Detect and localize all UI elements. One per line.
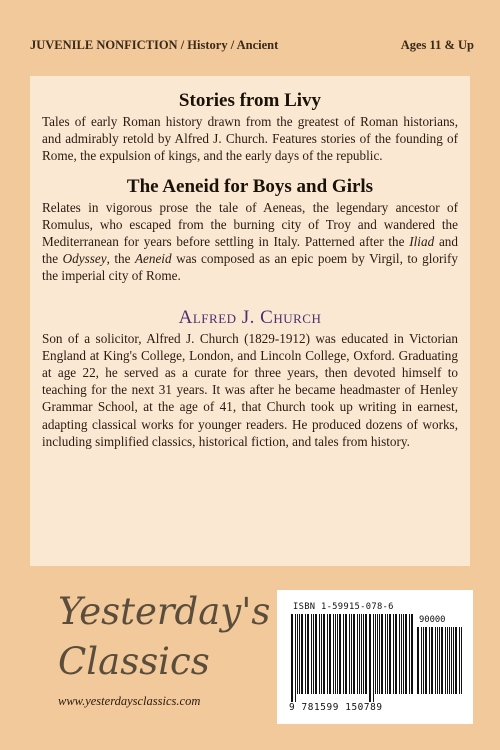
barcode-bar — [333, 614, 334, 694]
addon-number: 90000 — [419, 615, 446, 625]
barcode-bar — [343, 614, 344, 694]
barcode-bar — [449, 627, 450, 694]
barcode-bar — [313, 614, 314, 694]
book2-title: The Aeneid for Boys and Girls — [126, 175, 374, 197]
barcode-bar — [381, 614, 383, 694]
barcode-bar — [451, 627, 452, 694]
age-label: Ages 11 & Up — [400, 38, 474, 52]
barcode-bar — [385, 614, 386, 694]
barcode-bar — [439, 627, 440, 694]
logo-line1: Yesterday's — [58, 590, 271, 633]
author-name: Alfred J. Church — [178, 306, 322, 328]
barcode-bar — [441, 627, 443, 694]
barcode-bar — [345, 614, 347, 694]
barcode-bar — [297, 614, 298, 694]
barcode-bar — [399, 614, 400, 694]
barcode — [277, 590, 473, 724]
barcode-bar — [453, 627, 454, 694]
barcode-bar — [409, 614, 410, 694]
publisher-url: www.yesterdaysclassics.com — [58, 694, 201, 708]
barcode-bar — [351, 614, 352, 694]
odyssey-title: Odyssey — [62, 251, 107, 267]
barcode-bar — [305, 614, 306, 694]
barcode-bar — [311, 614, 312, 694]
barcode-bar — [299, 614, 300, 694]
barcode-bar — [423, 627, 424, 694]
aeneid-title: Aeneid — [134, 251, 172, 267]
category-label: JUVENILE NONFICTION / History / Ancient — [30, 38, 279, 52]
barcode-bar — [461, 627, 462, 694]
barcode-bar — [291, 614, 293, 702]
barcode-bars-icon — [291, 614, 415, 702]
book1-description: Tales of early Roman history drawn from the greatest of Roman historians, and admirably retold by Alfred J. Church. Features stories of the founding of Rome, the expulsion of kings, and the early days of the republic. — [42, 114, 458, 164]
barcode-bar — [455, 627, 457, 694]
barcode-bar — [323, 614, 325, 694]
barcode-bar — [327, 614, 328, 694]
barcode-bar — [403, 614, 404, 694]
addon-bars-icon — [417, 627, 463, 702]
barcode-bar — [359, 614, 360, 694]
barcode-bar — [459, 627, 460, 694]
barcode-bar — [445, 627, 446, 694]
barcode-bar — [315, 614, 317, 694]
book2-description: Relates in vigorous prose the tale of Aeneas, the legendary ancestor of Romulus, who escaped from the burning city of Troy and wandered the Mediterranean for years before settling in Italy. Patterned after the Iliad and the Odyssey, the Aeneid was composed as an epic poem by Virgil, to glorify the imperial city of Rome. — [42, 199, 458, 284]
publisher-logo — [30, 590, 271, 720]
barcode-bar — [335, 614, 336, 694]
barcode-bar — [369, 614, 371, 702]
iliad-title: Iliad — [409, 234, 435, 250]
ean-number: 9 781599 150789 — [289, 702, 383, 713]
barcode-bar — [417, 627, 419, 694]
logo-line2: Classics — [58, 640, 210, 683]
barcode-bar — [365, 614, 367, 694]
barcode-bar — [379, 614, 380, 694]
barcode-bar — [447, 627, 448, 694]
barcode-bar — [361, 614, 362, 694]
barcode-bar — [295, 614, 296, 702]
barcode-bar — [363, 614, 364, 694]
barcode-bar — [353, 614, 355, 694]
barcode-bar — [307, 614, 309, 694]
barcode-bar — [373, 614, 374, 702]
barcode-bar — [425, 627, 427, 694]
description-panel — [30, 76, 470, 566]
barcode-bar — [321, 614, 322, 694]
barcode-bar — [339, 614, 341, 694]
book1-title: Stories from Livy — [178, 90, 322, 111]
author-bio: Son of a solicitor, Alfred J. Church (1829-1912) was educated in Victorian England at King's College, London, and Lincoln College, Oxford. Graduating at age 22, he served as a curate for three years, then devoted himself to teaching for the next 31 years. It was after he became headmaster of Henley Grammar School, at the age of 41, that Church took up writing in earnest, adapting classical works for younger readers. He produced dozens of works, including simplified classics, historical fiction, and tales from history. — [42, 330, 458, 449]
isbn-number: ISBN 1-59915-078-6 — [293, 602, 394, 612]
barcode-bar — [435, 627, 436, 694]
barcode-bar — [401, 614, 402, 694]
barcode-bar — [431, 627, 433, 694]
barcode-bar — [395, 614, 397, 694]
barcode-bar — [349, 614, 350, 694]
barcode-bar — [357, 614, 358, 694]
barcode-bar — [389, 614, 391, 694]
barcode-bar — [437, 627, 438, 694]
barcode-bar — [387, 614, 388, 694]
barcode-bar — [393, 614, 394, 694]
barcode-bar — [405, 614, 407, 694]
barcode-bar — [429, 627, 430, 694]
barcode-bar — [375, 614, 376, 694]
barcode-bar — [329, 614, 331, 694]
barcode-bar — [421, 627, 422, 694]
barcode-bar — [337, 614, 338, 694]
header-bar — [30, 38, 474, 53]
barcode-bar — [377, 614, 378, 694]
barcode-bar — [319, 614, 320, 694]
barcode-bar — [411, 614, 413, 694]
barcode-bar — [301, 614, 303, 694]
